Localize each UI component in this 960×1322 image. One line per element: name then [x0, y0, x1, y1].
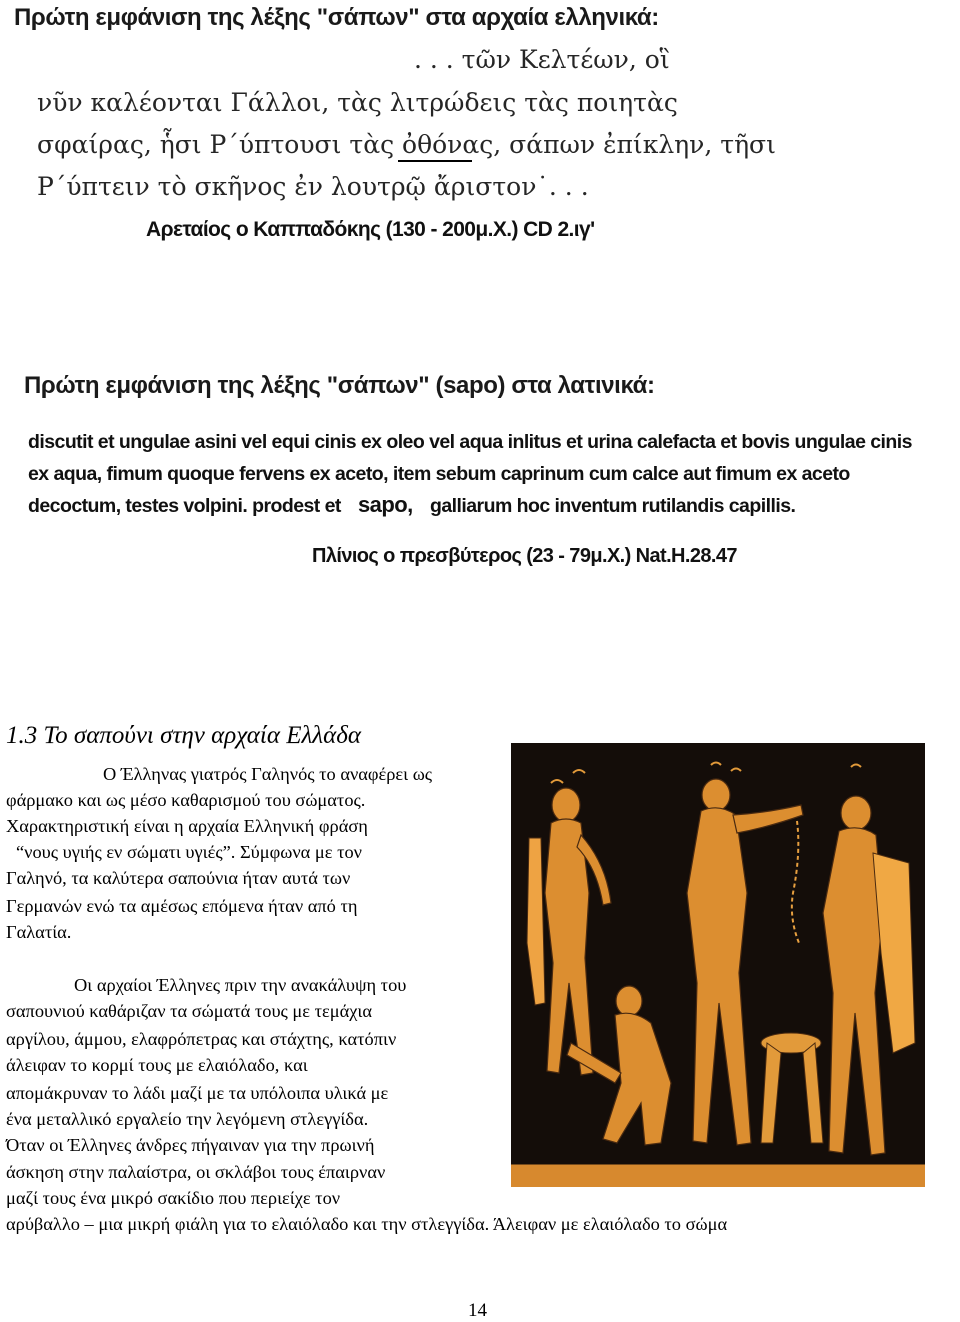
- vase-painting-image: [511, 743, 925, 1187]
- latin-excerpt-line: galliarum hoc inventum rutilandis capillis.: [430, 495, 796, 517]
- paragraph2-line: αρύβαλλο – μια μικρή φιάλη για το ελαιόλαδο και την στλεγγίδα. Άλειφαν με ελαιόλαδο το σώμα: [6, 1214, 728, 1234]
- paragraph2-line: μαζί τους ένα μικρό σακίδιο που περιείχε τον: [6, 1188, 341, 1208]
- greek-excerpt-line: . . . τῶν Κελτέων, οἳ: [414, 45, 670, 74]
- paragraph2-line: Οι αρχαίοι Έλληνες πριν την ανακάλυψη του: [74, 975, 407, 995]
- sapon-underline: [398, 160, 472, 162]
- greek-excerpt-line: νῦν καλέονται Γάλλοι, τὰς λιτρώδεις τὰς ποιητὰς: [37, 88, 678, 117]
- paragraph1-line: Γερμανών ενώ τα αμέσως επόμενα ήταν από τη: [6, 896, 358, 916]
- greek-excerpt-heading: Πρώτη εμφάνιση της λέξης "σάπων" στα αρχαία ελληνικά:: [14, 4, 659, 31]
- paragraph1-line: “νους υγιής εν σώματι υγιές”. Σύμφωνα με τον: [16, 842, 362, 862]
- latin-excerpt-heading: Πρώτη εμφάνιση της λέξης "σάπων" (sapo) στα λατινικά:: [24, 372, 655, 399]
- paragraph2-line: απομάκρυναν το λάδι μαζί με τα υπόλοιπα υλικά με: [6, 1083, 389, 1103]
- paragraph2-line: άλειφαν το κορμί τους με ελαιόλαδο, και: [6, 1055, 308, 1075]
- paragraph1-line: Γαλατία.: [6, 922, 72, 942]
- page-number: 14: [468, 1300, 487, 1321]
- paragraph2-line: ένα μεταλλικό εργαλείο την λεγόμενη στλεγγίδα.: [6, 1109, 369, 1129]
- paragraph1-line: Χαρακτηριστική είναι η αρχαία Ελληνική φράση: [6, 816, 368, 836]
- paragraph1-line: φάρμακο και ως μέσο καθαρισμού του σώματος.: [6, 790, 366, 810]
- paragraph2-line: σαπουνιού καθάριζαν τα σώματά τους με τεμάχια: [6, 1001, 372, 1021]
- latin-excerpt-line: decoctum, testes volpini. prodest et: [28, 495, 341, 517]
- latin-excerpt-line: discutit et ungulae asini vel equi cinis ex oleo vel aqua inlitus et urina calefacta et bovis ungulae cinis: [28, 431, 912, 453]
- paragraph1-line: Ο Έλληνας γιατρός Γαληνός το αναφέρει ως: [103, 764, 433, 784]
- greek-excerpt-line: σφαίρας, ἧσι Ρ΄ύπτουσι τὰς ὀθόνας, σάπων ἐπίκλην, τῆσι: [37, 130, 776, 159]
- section-title: 1.3 Το σαπούνι στην αρχαία Ελλάδα: [6, 722, 361, 749]
- latin-excerpt-line: ex aqua, fimum quoque fervens ex aceto, item sebum caprinum cum calce aut fimum ex aceto: [28, 463, 850, 485]
- paragraph2-line: Όταν οι Έλληνες άνδρες πήγαιναν για την πρωινή: [6, 1135, 375, 1155]
- latin-excerpt-citation: Πλίνιος ο πρεσβύτερος (23 - 79μ.Χ.) Nat.H.28.47: [312, 545, 737, 567]
- paragraph1-line: Γαληνό, τα καλύτερα σαπούνια ήταν αυτά των: [6, 868, 351, 888]
- paragraph2-line: άσκηση στην παλαίστρα, οι σκλάβοι τους έπαιρναν: [6, 1162, 386, 1182]
- greek-excerpt-citation: Αρεταίος ο Καππαδόκης (130 - 200μ.Χ.) CD 2.ιγ': [146, 218, 595, 241]
- latin-sapo-word: sapo,: [358, 492, 413, 517]
- greek-excerpt-line: Ρ΄ύπτειν τὸ σκῆνος ἐν λουτρῷ ἄριστον˙. . .: [37, 172, 589, 201]
- paragraph2-line: αργίλου, άμμου, ελαφρόπετρας και στάχτης, κατόπιν: [6, 1029, 397, 1049]
